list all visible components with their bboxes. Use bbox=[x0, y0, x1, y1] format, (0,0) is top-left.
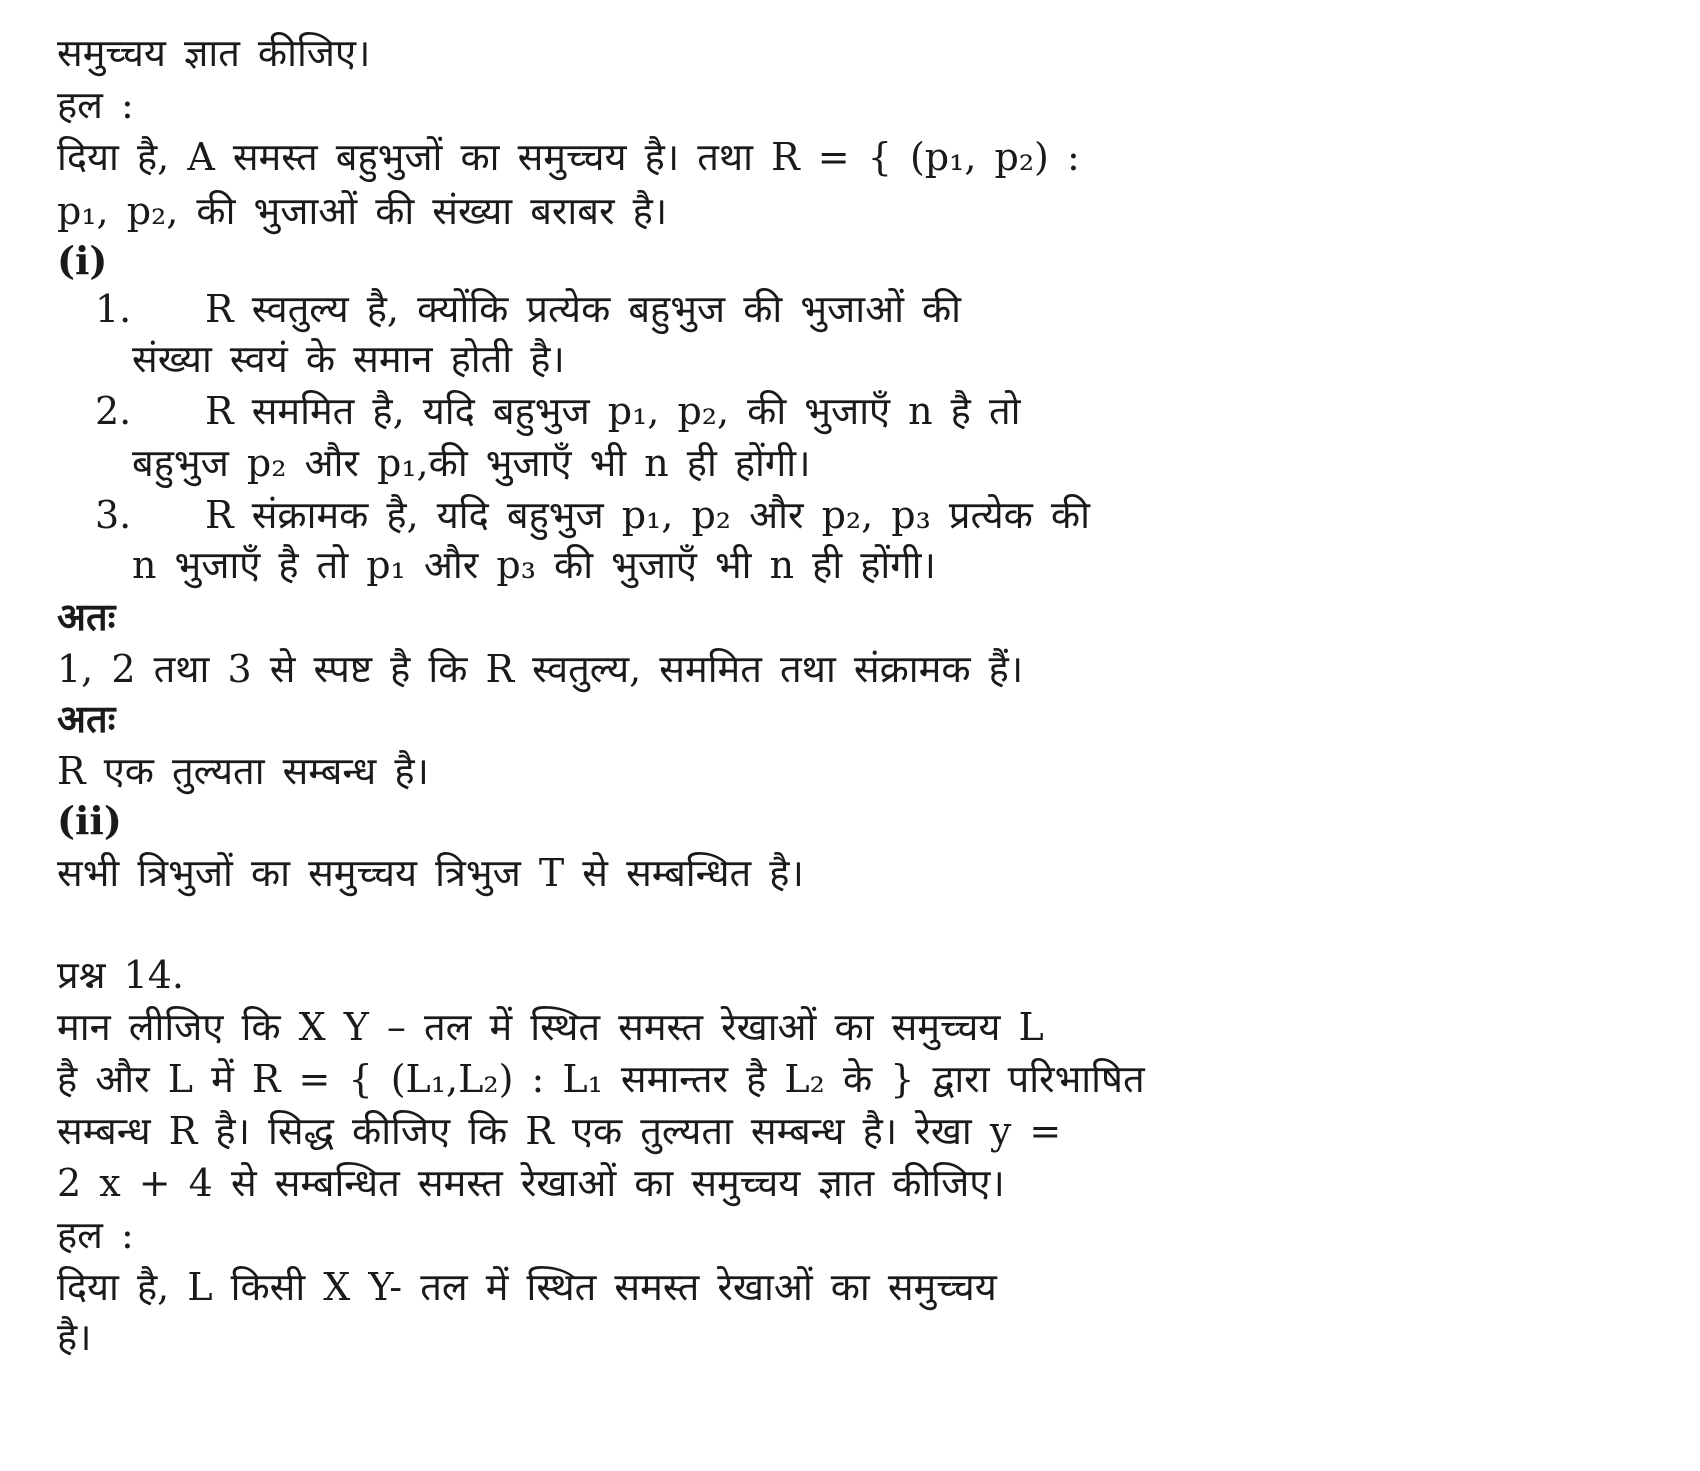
given-line-1: दिया है, A समस्त बहुभुजों का समुच्चय है। तथा R = { (p₁, p₂) : bbox=[57, 135, 1080, 179]
part-i-heading: (i) bbox=[57, 238, 108, 283]
conclusion-line-2: R एक तुल्यता सम्बन्ध है। bbox=[57, 749, 429, 793]
list-item-continuation: n भुजाएँ है तो p₁ और p₃ की भुजाएँ भी n ही होंगी। bbox=[132, 543, 936, 587]
list-item-continuation: संख्या स्वयं के समान होती है। bbox=[132, 337, 565, 381]
given-line-3: दिया है, L किसी X Y- तल में स्थित समस्त रेखाओं का समुच्चय bbox=[57, 1265, 997, 1309]
given-line-2: p₁, p₂, की भुजाओं की संख्या बराबर है। bbox=[57, 189, 668, 233]
question-14-line-2: है और L में R = { (L₁,L₂) : L₁ समान्तर है L₂ के } द्वारा परिभाषित bbox=[57, 1057, 1145, 1101]
question-tail-line: समुच्चय ज्ञात कीजिए। bbox=[57, 31, 371, 75]
list-item-text: R सममित है, यदि बहुभुज p₁, p₂, की भुजाएँ n है तो bbox=[205, 389, 1021, 433]
therefore-heading-1: अतः bbox=[57, 594, 116, 639]
solution-heading-2: हल : bbox=[57, 1213, 134, 1257]
question-14-line-3: सम्बन्ध R है। सिद्ध कीजिए कि R एक तुल्यता सम्बन्ध है। रेखा y = bbox=[57, 1109, 1062, 1153]
list-item-text: R स्वतुल्य है, क्योंकि प्रत्येक बहुभुज की भुजाओं की bbox=[205, 287, 962, 331]
list-item-number: 2. bbox=[95, 389, 132, 433]
question-14-line-1: मान लीजिए कि X Y – तल में स्थित समस्त रेखाओं का समुच्चय L bbox=[57, 1005, 1044, 1049]
part-ii-answer: सभी त्रिभुजों का समुच्चय त्रिभुज T से सम्बन्धित है। bbox=[57, 851, 804, 895]
given-line-4: है। bbox=[57, 1315, 92, 1359]
conclusion-line-1: 1, 2 तथा 3 से स्पष्ट है कि R स्वतुल्य, सममित तथा संक्रामक हैं। bbox=[57, 647, 1024, 691]
list-item-number: 3. bbox=[95, 493, 132, 537]
part-ii-heading: (ii) bbox=[57, 798, 122, 843]
solution-heading: हल : bbox=[57, 83, 134, 127]
therefore-heading-2: अतः bbox=[57, 696, 116, 741]
question-14-heading: प्रश्न 14. bbox=[57, 953, 184, 997]
list-item-text: R संक्रामक है, यदि बहुभुज p₁, p₂ और p₂, p₃ प्रत्येक की bbox=[205, 493, 1090, 537]
list-item-continuation: बहुभुज p₂ और p₁,की भुजाएँ भी n ही होंगी। bbox=[132, 441, 811, 485]
list-item-number: 1. bbox=[95, 287, 132, 331]
question-14-line-4: 2 x + 4 से सम्बन्धित समस्त रेखाओं का समुच्चय ज्ञात कीजिए। bbox=[57, 1161, 1005, 1205]
